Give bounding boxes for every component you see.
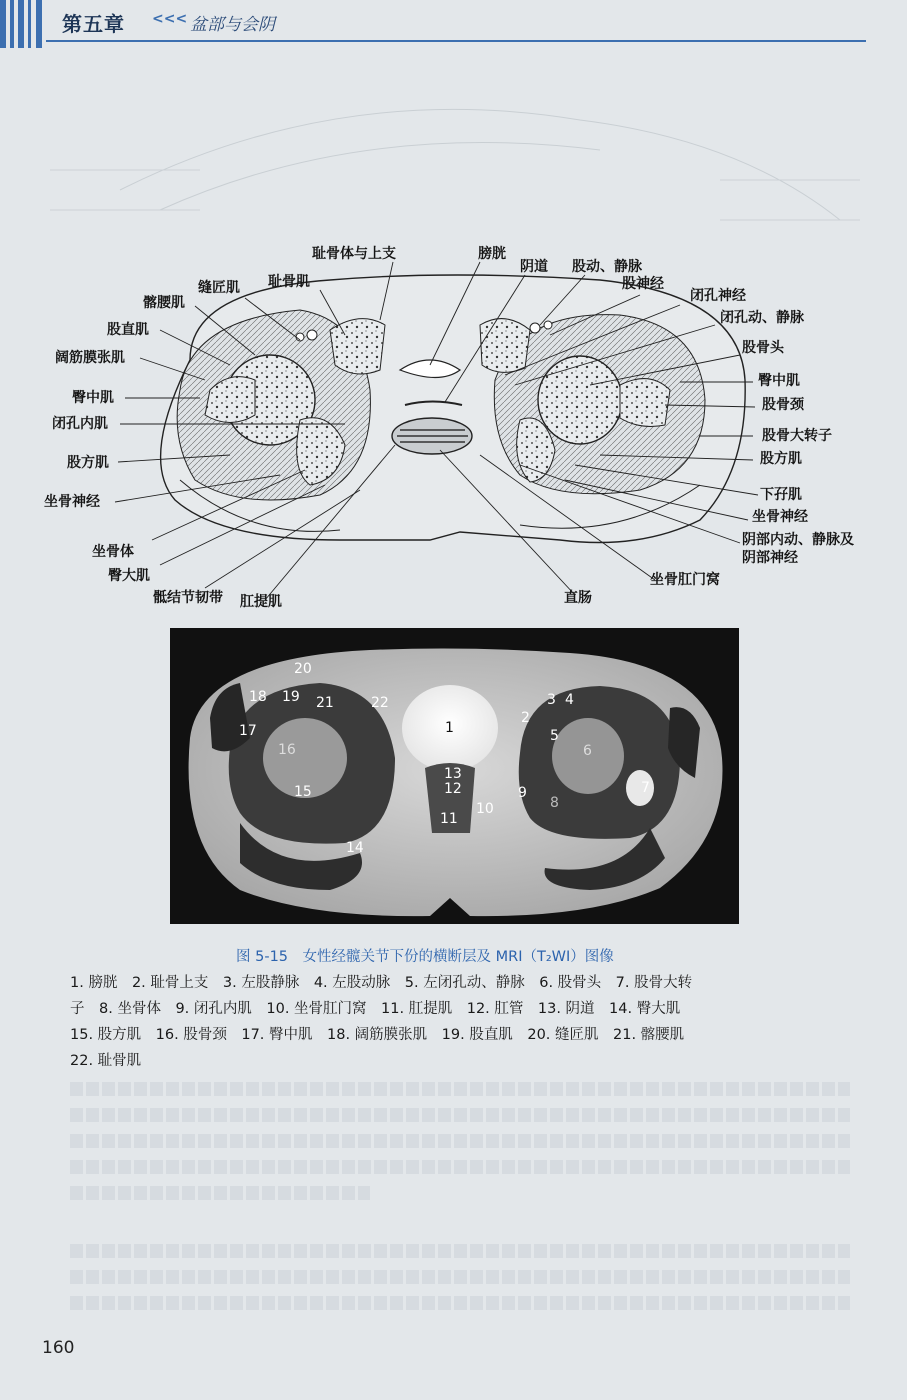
label-pudendal-nerve: 阴部神经 bbox=[742, 550, 798, 566]
bleed-through-art bbox=[40, 60, 870, 240]
label-femoral-head: 股骨头 bbox=[742, 340, 784, 356]
label-ischium: 坐骨体 bbox=[92, 544, 134, 560]
label-inf-gemellus: 下孖肌 bbox=[760, 487, 802, 503]
label-quad-fem-right: 股方肌 bbox=[760, 451, 802, 467]
header-bar bbox=[0, 0, 6, 48]
mri-number: 21 bbox=[316, 695, 334, 711]
label-pectineus: 耻骨肌 bbox=[268, 274, 310, 290]
label-obt-int: 闭孔内肌 bbox=[52, 416, 108, 432]
figure-caption: 图 5-15 女性经髋关节下份的横断层及 MRI（T₂WI）图像 bbox=[236, 949, 614, 965]
mri-number: 5 bbox=[550, 728, 559, 744]
mri-number: 20 bbox=[294, 661, 312, 677]
header-bar bbox=[36, 0, 42, 48]
label-obt-nerve: 闭孔神经 bbox=[690, 288, 746, 304]
label-bladder: 膀胱 bbox=[478, 246, 506, 262]
label-pudendal: 阴部内动、静脉及 bbox=[742, 532, 854, 548]
bleed-through-line bbox=[70, 1186, 370, 1200]
mri-number: 22 bbox=[371, 695, 389, 711]
section-title: 盆部与会阴 bbox=[190, 15, 275, 35]
label-sartorius: 缝匠肌 bbox=[198, 280, 240, 296]
running-header bbox=[0, 0, 907, 48]
mri-number: 12 bbox=[444, 781, 462, 797]
mri-number: 11 bbox=[440, 811, 458, 827]
mri-number: 15 bbox=[294, 784, 312, 800]
label-glut-med: 臀中肌 bbox=[72, 390, 114, 406]
mri-number: 3 bbox=[547, 692, 556, 708]
label-ischioanal: 坐骨肛门窝 bbox=[650, 572, 720, 588]
page-number: 160 bbox=[42, 1338, 75, 1358]
legend-line: 1. 膀胱 2. 耻骨上支 3. 左股静脉 4. 左股动脉 5. 左闭孔动、静脉 6. 股骨头 7. 股骨大转 bbox=[70, 975, 693, 991]
header-rule bbox=[46, 40, 866, 42]
label-glut-min: 臀中肌 bbox=[758, 373, 800, 389]
chapter-title: 第五章 bbox=[62, 12, 125, 36]
legend-line: 子 8. 坐骨体 9. 闭孔内肌 10. 坐骨肛门窝 11. 肛提肌 12. 肛管 13. 阴道 14. 臀大肌 bbox=[70, 1001, 681, 1017]
mri-number: 6 bbox=[583, 743, 592, 759]
mri-number: 16 bbox=[278, 742, 296, 758]
bleed-through-line bbox=[70, 1108, 850, 1122]
label-femoral-neck: 股骨颈 bbox=[762, 397, 804, 413]
mri-number: 4 bbox=[565, 692, 574, 708]
legend-line: 22. 耻骨肌 bbox=[70, 1053, 142, 1069]
bleed-through-line bbox=[70, 1296, 850, 1310]
label-sacrotuberous: 骶结节韧带 bbox=[153, 590, 223, 606]
bleed-through bbox=[40, 60, 870, 240]
label-sciatic-left: 坐骨神经 bbox=[44, 494, 100, 510]
label-glut-max: 臀大肌 bbox=[108, 568, 150, 584]
mri-number: 19 bbox=[282, 689, 300, 705]
bleed-through-line bbox=[70, 1244, 850, 1258]
mri-number: 17 bbox=[239, 723, 257, 739]
label-femoral-nerve: 股神经 bbox=[622, 276, 664, 292]
header-bar bbox=[10, 0, 14, 48]
mri-number: 1 bbox=[445, 720, 454, 736]
label-quad-fem: 股方肌 bbox=[67, 455, 109, 471]
label-tfl: 阔筋膜张肌 bbox=[55, 350, 125, 366]
mri-number: 2 bbox=[521, 710, 530, 726]
label-femoral-av: 股动、静脉 bbox=[572, 259, 642, 275]
label-iliopsoas: 髂腰肌 bbox=[143, 295, 185, 311]
label-vagina: 阴道 bbox=[520, 259, 548, 275]
label-pubic-body: 耻骨体与上支 bbox=[312, 246, 396, 262]
mri-number: 13 bbox=[444, 766, 462, 782]
bleed-through-line bbox=[70, 1134, 850, 1148]
mri-image bbox=[170, 628, 739, 924]
mri-number: 8 bbox=[550, 795, 559, 811]
header-bar bbox=[28, 0, 31, 48]
bleed-through-line bbox=[70, 1082, 850, 1096]
mri-number: 10 bbox=[476, 801, 494, 817]
mri-number: 18 bbox=[249, 689, 267, 705]
legend-line: 15. 股方肌 16. 股骨颈 17. 臀中肌 18. 阔筋膜张肌 19. 股直肌 20. 缝匠肌 21. 髂腰肌 bbox=[70, 1027, 685, 1043]
bleed-through-line bbox=[70, 1270, 850, 1284]
mri-number: 14 bbox=[346, 840, 364, 856]
header-bar bbox=[18, 0, 24, 48]
chevron-icon: <<< bbox=[152, 11, 188, 27]
label-levator: 肛提肌 bbox=[240, 594, 282, 610]
label-obt-av: 闭孔动、静脉 bbox=[720, 310, 804, 326]
bleed-through-line bbox=[70, 1160, 850, 1174]
label-rectum: 直肠 bbox=[564, 590, 592, 606]
mri-number: 9 bbox=[518, 785, 527, 801]
label-sciatic-right: 坐骨神经 bbox=[752, 509, 808, 525]
mri-number: 7 bbox=[641, 780, 650, 796]
label-greater-troch: 股骨大转子 bbox=[762, 428, 832, 444]
label-rectus-femoris: 股直肌 bbox=[107, 322, 149, 338]
